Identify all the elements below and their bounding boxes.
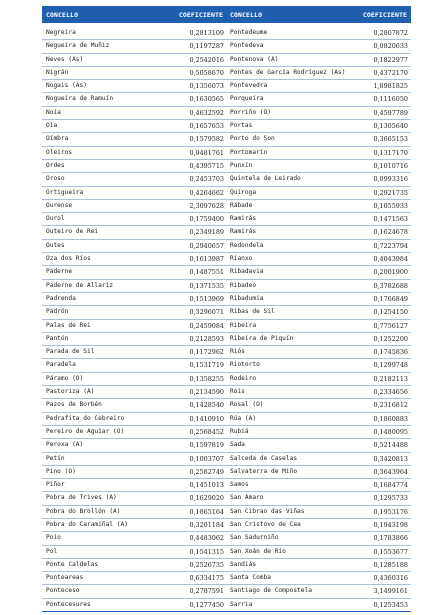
table-row [226,572,411,585]
table-row [42,386,227,399]
concello-name: Pontecesо [46,587,80,595]
concello-name: Ourense [46,201,73,209]
concello-name: Pontecesures [46,600,91,608]
concello-name: Redondela [230,241,264,249]
table-row [42,572,227,585]
table-row [226,506,411,519]
coeficiente-value: 0,3782688 [373,281,408,290]
coeficiente-value: 0,2582749 [189,467,224,476]
concello-name: Ponteareas [46,574,84,582]
table-row [226,107,411,120]
table-row [226,120,411,133]
coeficiente-value: 0,1860883 [373,414,408,423]
coeficiente-value: 0,1358255 [189,374,224,383]
concello-name: Pantón [46,334,69,342]
table-header [226,6,411,23]
table-row [226,373,411,386]
table-row [226,559,411,572]
coeficiente-value: 0,3201184 [189,520,224,529]
coeficiente-value: 0,0820633 [373,42,408,51]
concello-name: Quiroga [230,188,257,196]
table-row [42,200,227,213]
concello-name: Santiago de Compostela [230,587,312,595]
concello-name: Samos [230,481,249,489]
coeficiente-value: 0,1172962 [189,348,224,357]
table-row [226,187,411,200]
concello-name: Ourol [46,215,65,223]
table-row [42,133,227,146]
concello-name: Ribas de Sil [230,308,275,316]
concello-name: Rábade [230,201,253,209]
concello-name: Pontes de García Rodríguez (As) [230,68,346,76]
table-row [226,599,411,612]
concello-name: Ribadavia [230,268,264,276]
concello-name: Paderne [46,268,73,276]
table-row [42,213,227,226]
table-row [42,173,227,186]
coeficiente-value: 0,7756127 [373,321,408,330]
table-row [42,187,227,200]
coeficiente-value: 0,2001900 [373,268,408,277]
header-coeficiente: COEFICIENTE [362,11,407,19]
coeficiente-value: 0,1317170 [373,148,408,157]
coeficiente-value: 0,1371535 [189,281,224,290]
table-row [42,546,227,559]
concello-name: Ortigueira [46,188,84,196]
table-row [42,453,227,466]
header-coeficiente: COEFICIENTE [178,11,223,19]
table-row [42,67,227,80]
concello-name: San Amaro [230,494,264,502]
table-row [42,399,227,412]
table-row [226,320,411,333]
table-row [42,120,227,133]
table-row [226,240,411,253]
table-row [42,54,227,67]
table-row [226,333,411,346]
coeficiente-value: 0,2787591 [189,587,224,596]
concello-name: Salvaterra de Miño [230,467,298,475]
table-row [226,413,411,426]
coeficiente-value: 0,1252200 [373,334,408,343]
concello-name: San Cristovo de Cea [230,520,301,528]
coeficiente-value: 0,1657653 [189,122,224,131]
concello-name: Ribeira [230,321,257,329]
table-row [226,54,411,67]
coeficiente-value: 0,4597789 [373,108,408,117]
coeficiente-value: 0,4372170 [373,68,408,77]
coeficiente-value: 0,1487551 [189,268,224,277]
concello-name: Pobra do Brollón (A) [46,507,121,515]
coeficiente-value: 0,4043984 [373,255,408,264]
concello-name: Pontenova (A) [230,55,279,63]
table-row [42,280,227,293]
coeficiente-value: 0,1953176 [373,507,408,516]
table-row [42,320,227,333]
coeficiente-value: 0,1410910 [189,414,224,423]
concello-name: Rubiá [230,427,249,435]
coeficiente-value: 0,4264662 [189,188,224,197]
table-row [226,399,411,412]
table-row [226,532,411,545]
concello-name: Ramirás [230,215,257,223]
table-body [42,27,227,612]
coeficiente-value: 0,3420813 [373,454,408,463]
table-row [42,240,227,253]
coefficient-table-right [226,6,411,612]
coeficiente-value: 0,7223794 [373,241,408,250]
concello-name: Noia [46,108,61,116]
table-row [226,266,411,279]
table-row [226,280,411,293]
table-row [42,373,227,386]
table-row [42,585,227,598]
coeficiente-value: 0,1428540 [189,401,224,410]
concello-name: Ribeira de Piquín [230,334,294,342]
table-header [42,6,227,23]
coeficiente-value: 0,1541315 [189,547,224,556]
table-row [226,546,411,559]
coeficiente-value: 0,5058670 [189,68,224,77]
concello-name: Punxín [230,161,253,169]
concello-name: Pino (O) [46,467,76,475]
coeficiente-value: 0,1553677 [373,547,408,556]
coeficiente-value: 0,2134590 [189,388,224,397]
table-row [42,426,227,439]
table-row [42,413,227,426]
concello-name: Oímbra [46,135,69,143]
table-row [226,479,411,492]
concello-name: Ribadumia [230,294,264,302]
table-row [226,93,411,106]
coeficiente-value: 0,1356073 [189,82,224,91]
coeficiente-value: 0,2921735 [373,188,408,197]
table-row [226,226,411,239]
concello-name: Padrenda [46,294,76,302]
concello-name: Quintela de Leirado [230,175,301,183]
table-row [42,226,227,239]
concello-name: Porqueira [230,95,264,103]
coeficiente-value: 0,1613987 [189,255,224,264]
table-row [226,40,411,53]
coeficiente-value: 0,1253453 [373,600,408,609]
concello-name: Oia [46,122,58,130]
concello-name: Palas de Rei [46,321,91,329]
concello-name: Pol [46,547,58,555]
table-row [42,266,227,279]
coeficiente-value: 0,1197287 [189,42,224,51]
coeficiente-value: 0,2459084 [189,321,224,330]
concello-name: Rosal (O) [230,401,264,409]
coeficiente-value: 0,3665153 [373,135,408,144]
table-row [42,147,227,160]
coeficiente-value: 0,3643964 [373,467,408,476]
coeficiente-value: 0,1299748 [373,361,408,370]
coeficiente-value: 0,1513969 [189,294,224,303]
table-row [42,160,227,173]
coeficiente-value: 2,3097628 [189,201,224,210]
coeficiente-value: 0,9481761 [189,148,224,157]
table-row [226,200,411,213]
concello-name: Porriño (O) [230,108,271,116]
coeficiente-value: 0,1254150 [373,308,408,317]
coeficiente-value: 0,1579582 [189,135,224,144]
coeficiente-value: 0,1629020 [189,494,224,503]
concello-name: Salceda de Caselas [230,454,298,462]
coeficiente-value: 0,2453703 [189,175,224,184]
concello-name: Padrón [46,308,69,316]
coeficiente-value: 0,1285188 [373,560,408,569]
concello-name: Pastoriza (A) [46,388,95,396]
table-row [42,559,227,572]
table-row [226,293,411,306]
concello-name: Pobra do Caramiñal (A) [46,520,128,528]
coeficiente-value: 0,1865164 [189,507,224,516]
concello-name: Sarria [230,600,253,608]
concello-name: Riotorto [230,361,260,369]
concello-name: Paderne de Allariz [46,281,114,289]
table-row [226,439,411,452]
table-row [42,293,227,306]
coeficiente-value: 0,4360316 [373,574,408,583]
table-row [226,386,411,399]
coeficiente-value: 0,2526735 [189,560,224,569]
table-row [42,479,227,492]
table-row [42,346,227,359]
concello-name: Ribadeo [230,281,257,289]
table-row [42,439,227,452]
coeficiente-value: 0,4395715 [189,161,224,170]
concello-name: Paradela [46,361,76,369]
concello-name: Santa Comba [230,574,271,582]
concello-name: Outes [46,241,65,249]
table-row [42,80,227,93]
table-row [42,506,227,519]
coeficiente-value: 0,3296071 [189,308,224,317]
concello-name: Pereiro de Aguiar (O) [46,427,125,435]
concello-name: Pontedeva [230,42,264,50]
coeficiente-value: 0,1003707 [189,454,224,463]
coeficiente-value: 0,2568452 [189,427,224,436]
table-row [42,532,227,545]
concello-name: Ramirás [230,228,257,236]
table-row [42,27,227,40]
coeficiente-value: 0,4632592 [189,108,224,117]
coeficiente-value: 0,1822977 [373,55,408,64]
concello-name: Oleiros [46,148,73,156]
concello-name: Nigrán [46,68,69,76]
concello-name: Neves (As) [46,55,84,63]
concello-name: Ordes [46,161,65,169]
coeficiente-value: 0,2542016 [189,55,224,64]
concello-name: Negueira de Muñiz [46,42,110,50]
concello-name: Nogueira de Ramuín [46,95,114,103]
table-row [42,107,227,120]
coeficiente-value: 0,1684774 [373,481,408,490]
table-row [226,80,411,93]
coeficiente-value: 0,2128593 [189,334,224,343]
concello-name: Pontevedra [230,82,268,90]
coeficiente-value: 0,1116050 [373,95,408,104]
header-concello: CONCELLO [230,11,263,19]
table-row [226,213,411,226]
concello-name: Rúa (A) [230,414,257,422]
concello-name: Poio [46,534,61,542]
coeficiente-value: 0,1624678 [373,228,408,237]
concello-name: Ponte Caldelas [46,560,99,568]
table-row [226,160,411,173]
concello-name: Rodeiro [230,374,257,382]
concello-name: Riós [230,348,245,356]
concello-name: Sada [230,441,245,449]
coeficiente-value: 0,1943198 [373,520,408,529]
concello-name: Negreira [46,29,76,36]
coeficiente-value: 0,2334656 [373,388,408,397]
header-concello: CONCELLO [46,11,79,19]
table-row [226,67,411,80]
coeficiente-value: 0,2813109 [189,29,224,37]
table-row [226,519,411,532]
table-row [42,492,227,505]
coeficiente-value: 0,1759400 [189,215,224,224]
table-row [226,147,411,160]
concello-name: Pedrafita do Cebreiro [46,414,125,422]
table-row [42,599,227,612]
coeficiente-value: 0,5214488 [373,441,408,450]
table-row [42,519,227,532]
coeficiente-value: 0,1055933 [373,201,408,210]
concello-name: Oroso [46,175,65,183]
table-row [226,133,411,146]
coeficiente-value: 0,2316812 [373,401,408,410]
table-row [42,253,227,266]
table-row [226,346,411,359]
table-row [226,253,411,266]
concello-name: Oza dos Ríos [46,255,91,263]
table-row [226,453,411,466]
table-row [42,359,227,372]
coeficiente-value: 0,1745836 [373,348,408,357]
coeficiente-value: 0,1480095 [373,427,408,436]
coeficiente-value: 0,0993316 [373,175,408,184]
table-row [226,466,411,479]
coeficiente-value: 0,2940657 [189,241,224,250]
coeficiente-value: 0,1295733 [373,494,408,503]
coeficiente-value: 0,4483062 [189,534,224,543]
table-row [226,27,411,40]
coeficiente-value: 3,1499161 [373,587,408,596]
coeficiente-value: 0,1531719 [189,361,224,370]
concello-name: Portas [230,122,253,130]
concello-name: Rianxo [230,255,253,263]
coeficiente-value: 0,1597819 [189,441,224,450]
table-row [42,306,227,319]
coefficient-table-left [42,6,227,612]
coeficiente-value: 0,2807872 [373,29,408,37]
concello-name: Páramo (O) [46,374,84,382]
coeficiente-value: 0,1630565 [189,95,224,104]
concello-name: Piñor [46,481,65,489]
concello-name: San Sadurniño [230,534,279,542]
table-row [226,585,411,598]
concello-name: Portomarín [230,148,268,156]
concello-name: Rois [230,388,245,396]
concello-name: Nogais (As) [46,82,87,90]
table-row [226,359,411,372]
concello-name: Outeiro de Rei [46,228,99,236]
table-body [226,27,411,612]
coeficiente-value: 0,1783866 [373,534,408,543]
table-row [42,466,227,479]
table-row [226,173,411,186]
concello-name: Sandiás [230,560,257,568]
table-row [42,333,227,346]
coeficiente-value: 0,1471563 [373,215,408,224]
concello-name: Pontedeume [230,29,268,36]
concello-name: Pobra de Trives (A) [46,494,117,502]
concello-name: Petín [46,454,65,462]
concello-name: Porto do Son [230,135,275,143]
coeficiente-value: 0,2349189 [189,228,224,237]
table-row [42,40,227,53]
concello-name: Peroxa (A) [46,441,84,449]
coeficiente-value: 0,1277450 [189,600,224,609]
coeficiente-value: 0,6334175 [189,574,224,583]
coeficiente-value: 0,1766849 [373,294,408,303]
table-row [226,492,411,505]
table-row [226,426,411,439]
coeficiente-value: 1,8981825 [373,82,408,91]
table-row [42,93,227,106]
coeficiente-value: 0,2182113 [373,374,408,383]
coeficiente-value: 0,1451013 [189,481,224,490]
concello-name: San Xoán de Río [230,547,286,555]
concello-name: Pazos de Borbén [46,401,102,409]
concello-name: Parada de Sil [46,348,95,356]
table-row [226,306,411,319]
coeficiente-value: 0,1305640 [373,122,408,131]
concello-name: San Cibrao das Viñas [230,507,305,515]
coeficiente-value: 0,1010716 [373,161,408,170]
